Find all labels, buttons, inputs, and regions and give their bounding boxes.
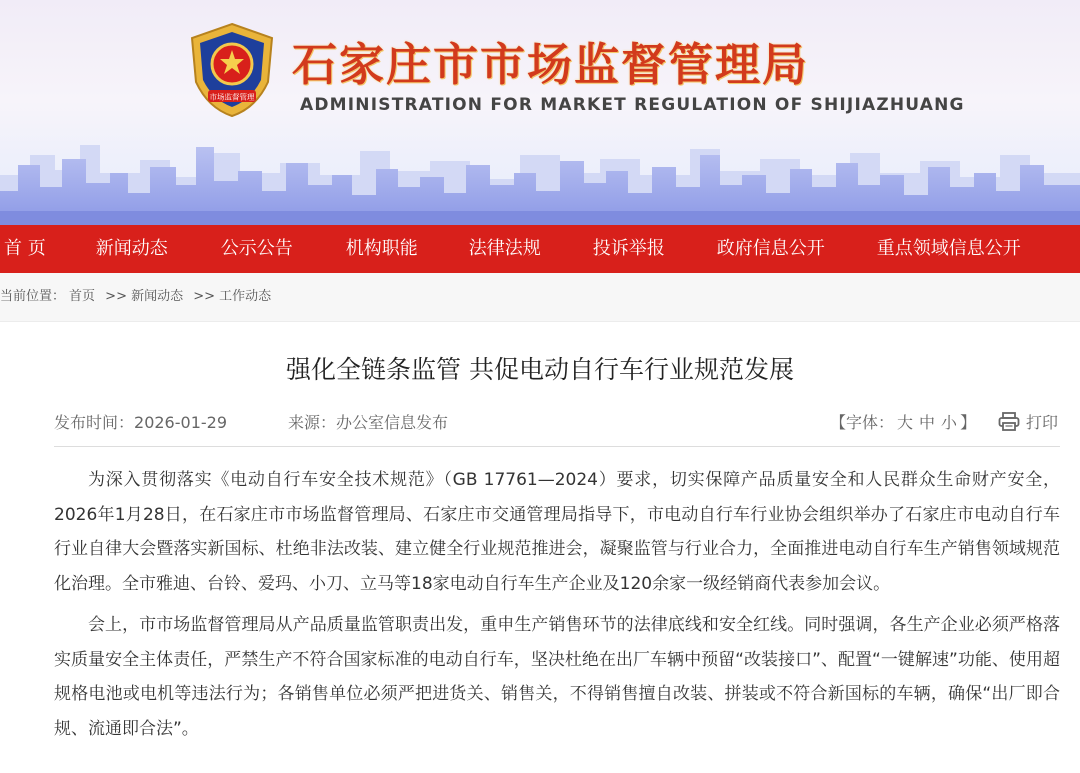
font-large-button[interactable]: 大 <box>897 413 914 432</box>
nav-key-areas-info[interactable]: 重点领域信息公开 <box>876 238 1021 259</box>
nav-complaints[interactable]: 投诉举报 <box>592 238 665 259</box>
printer-icon <box>998 412 1020 432</box>
nav-laws[interactable]: 法律法规 <box>468 238 541 259</box>
main-nav <box>0 225 1080 273</box>
site-title-cn: 石家庄市市场监督管理局 <box>292 38 810 91</box>
font-small-button[interactable]: 小 <box>941 413 958 432</box>
breadcrumb-label: 当前位置： <box>0 289 66 304</box>
source-label: 来源： <box>288 413 337 432</box>
publish-info <box>54 410 227 433</box>
site-header <box>0 0 1080 225</box>
source-info <box>288 410 448 433</box>
emblem-label: 市场监督管理 <box>209 92 255 102</box>
publish-date: 2026-01-29 <box>134 413 227 432</box>
publish-label: 发布时间： <box>54 413 135 432</box>
font-medium-button[interactable]: 中 <box>919 413 936 432</box>
article-paragraph: 会上，市市场监督管理局从产品质量监管职责出发，重申生产销售环节的法律底线和安全红线。同时强调，各生产企业必须严格落实质量安全主体责任，严禁生产不符合国家标准的电动自行车，坚决杜绝在出厂车辆中预留“改装接口”、配置“一键解速”功能、使用超规格电池或电机等违法行为；各销售单位必须严把进货关、销售关，不得销售擅自改装、拼装或不符合新国标的车辆，确保“出厂即合规、流通即合法”。 <box>54 615 1060 739</box>
print-button[interactable] <box>998 410 1058 433</box>
article-paragraph: 为深入贯彻落实《电动自行车安全技术规范》（GB 17761—2024）要求，切实保障产品质量安全和人民群众生命财产安全，2026年1月28日，在石家庄市市场监督管理局、石家庄市交通管理局指导下，市电动自行车行业协会组织举办了石家庄市电动自行车行业自律大会暨落实新国标、杜绝非法改装、建立健全行业规范推进会，凝聚监管与行业合力，全面推进电动自行车生产销售领域规范化治理。全市雅迪、台铃、爱玛、小刀、立马等18家电动自行车生产企业及120余家一级经销商代表参加会议。 <box>54 470 1060 594</box>
site-title-en: ADMINISTRATION FOR MARKET REGULATION OF SHIJIAZHUANG <box>300 95 965 115</box>
police-emblem-icon <box>186 20 278 120</box>
nav-gov-info[interactable]: 政府信息公开 <box>716 238 825 259</box>
breadcrumb <box>0 273 1080 322</box>
city-skyline-graphic <box>0 115 1080 225</box>
nav-news[interactable]: 新闻动态 <box>95 238 168 259</box>
font-label-close: 】 <box>960 413 977 432</box>
nav-home[interactable]: 首 页 <box>4 238 46 259</box>
nav-functions[interactable]: 机构职能 <box>345 238 418 259</box>
font-size-control <box>830 410 976 433</box>
article-body <box>54 463 1060 746</box>
nav-announcements[interactable]: 公示公告 <box>220 238 293 259</box>
breadcrumb-news[interactable]: >> 新闻动态 <box>105 289 184 304</box>
article-title: 强化全链条监管 共促电动自行车行业规范发展 <box>286 355 794 384</box>
breadcrumb-home[interactable]: 首页 <box>69 289 96 304</box>
article-meta <box>54 406 1060 447</box>
font-label-open: 【字体： <box>830 413 895 432</box>
source-value: 办公室信息发布 <box>336 413 449 432</box>
breadcrumb-work-news[interactable]: >> 工作动态 <box>193 289 272 304</box>
print-label: 打印 <box>1026 413 1059 432</box>
